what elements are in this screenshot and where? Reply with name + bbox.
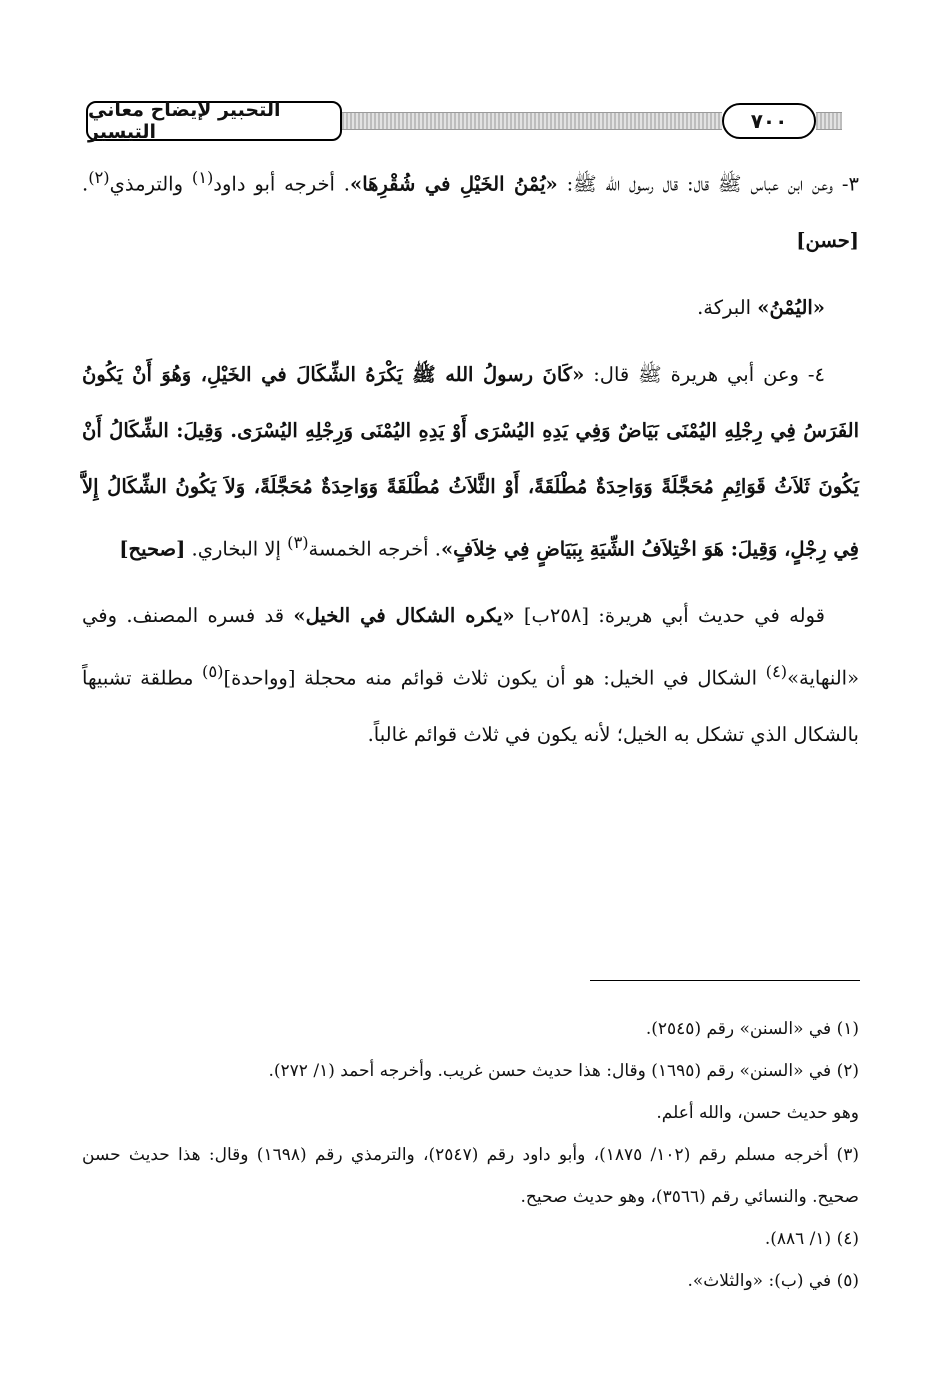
header-decorative-band-end (816, 112, 842, 130)
footnote-3: (٣) أخرجه مسلم رقم (١٠٢/ ١٨٧٥)، وأبو داود رقم (٢٥٤٧)، والترمذي رقم (١٦٩٨) وقال: هذا حديث حسن صحيح. والنسائي رقم (٣٥٦٦)، وهو حديث صحيح. (82, 1145, 859, 1207)
hadith-3-intro: ٣- وعن ابن عباس ﷺ قال: قال رسول الله ﷺ: (557, 172, 860, 196)
hadith-3-separator: . (82, 172, 89, 196)
hadith-4-intro: ٤- وعن أبي هريرة ﷺ قال: (584, 362, 825, 386)
book-title: التحبير لإيضاح معاني التيسير (86, 101, 342, 141)
page-header (82, 98, 842, 142)
footnote-ref-3: (٣) (287, 532, 309, 552)
commentary-text-2: الشكال في الخيل: هو أن يكون ثلاث قوائم منه محجلة [وواحدة] (223, 666, 766, 690)
main-text (82, 150, 859, 774)
footnotes (82, 1008, 859, 1302)
page-number: ٧٠٠ (722, 103, 816, 139)
hadith-3-grade: [حسن] (796, 228, 859, 252)
footnote-4: (٤) (١/ ٨٨٦). (764, 1229, 859, 1249)
commentary-intro: قوله في حديث أبي هريرة: [٢٥٨ب] (514, 604, 825, 627)
commentary-text: قد فسره المصنف. وفي «النهاية» (82, 604, 859, 690)
hadith-3-quote: «يُمْنُ الخَيْلِ في شُقْرِهَا» (350, 172, 558, 196)
footnote-separator (590, 980, 860, 981)
hadith-4 (82, 347, 859, 578)
commentary-quote: «يكره الشكال في الخيل» (293, 604, 515, 627)
header-decorative-band (342, 112, 722, 130)
commentary (82, 588, 859, 763)
hadith-3-source: . أخرجه أبو داود (213, 172, 351, 196)
footnote-ref-5: (٥) (202, 662, 224, 681)
hadith-4-grade: [صحيح] (119, 537, 186, 560)
footnote-ref-1: (١) (191, 168, 214, 187)
commentary-text-3: مطلقة تشبيهاً بالشكال الذي تشكل به الخيل؛ لأنه يكون في ثلاث قوائم غالباً. (82, 666, 859, 746)
footnote-2: (٢) في «السنن» رقم (١٦٩٥) وقال: هذا حديث حسن غريب. وأخرجه أحمد (١/ ٢٧٢). (268, 1061, 859, 1081)
footnote-ref-4: (٤) (765, 662, 788, 681)
footnote-ref-2: (٢) (88, 168, 110, 187)
footnote-5: (٥) في (ب): «والثلاث». (687, 1271, 859, 1291)
hadith-3-source-2: والترمذي (109, 172, 192, 196)
footnote-1: (١) في «السنن» رقم (٢٥٤٥). (645, 1019, 859, 1039)
gloss-word: «اليُمْنُ» (757, 295, 825, 319)
hadith-4-source: . أخرجه الخمسة (308, 537, 441, 560)
hadith-4-quote: «كَانَ رسولُ الله ﷺ يَكْرَهُ الشِّكَالَ في الخَيْلِ، وَهُوَ أَنْ يَكُونُ الفَرَسُ فِي رِجْلِهِ اليُمْنَى بَيَاضٌ وَفِي يَدِهِ اليُسْرَى أَوْ يَدِهِ اليُمْنَى وَرِجْلِهِ اليُسْرَى. وَقِيلَ: الشِّكَالُ أَنْ يَكُونَ ثَلاَثُ قَوَائِمِ مُحَجَّلَةً وَوَاحِدَةٌ مُطْلَقَةً، أَوْ الثَّلاَثُ مُطْلَقَةً وَوَاحِدَةٌ مُحَجَّلَةً، وَلاَ يَكُونُ الشِّكَالُ إِلاَّ فِي رِجْلٍ، وَقِيلَ: هَوَ اخْتِلاَفُ الشِّيَةِ بِبَيَاضٍ فِي خِلاَفٍ» (82, 362, 859, 560)
hadith-4-source-2: إلا البخاري. (185, 537, 288, 560)
gloss-definition: البركة. (697, 295, 758, 319)
gloss (82, 280, 859, 336)
hadith-3 (82, 150, 859, 269)
footnote-2-cont: وهو حديث حسن، والله أعلم. (656, 1103, 859, 1123)
